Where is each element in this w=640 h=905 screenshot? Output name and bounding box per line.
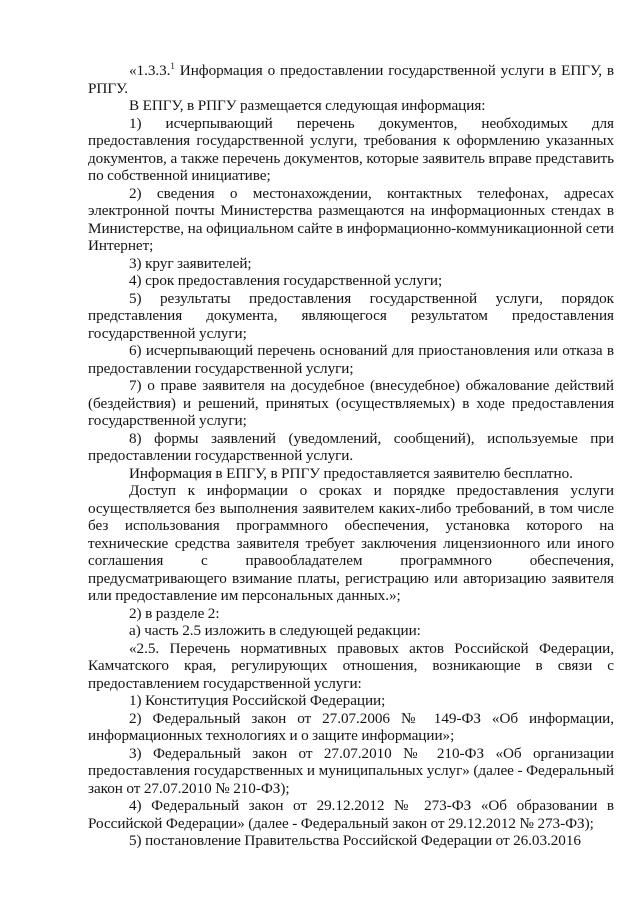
list-item: 3) круг заявителей; [129,254,252,272]
list-item: 2) в разделе 2: [129,604,220,622]
document-page [88,62,614,902]
list-item: 6) исчерпывающий перечень оснований для приостановления или отказа в предоставлении государственной услуги; [88,342,614,377]
paragraph: Доступ к информации о сроках и порядке предоставления услуги осуществляется без выполнения заявителем каких-либо требований, в том числе без использования программного обеспечения, установка которого на технические средства заявителя требует заключения лицензионного или иного соглашения с правообладателем программного обеспечения, предусматривающего взимание платы, регистрацию или авторизацию заявителя или предоставление им персональных данных.»; [88,482,614,604]
list-item: 4) Федеральный закон от 29.12.2012 № 273-ФЗ «Об образовании в Российской Федерации» (далее - Федеральный закон от 29.12.2012 № 273-ФЗ); [88,797,614,832]
list-item: 5) постановление Правительства Российской Федерации от 26.03.2016 [129,832,581,849]
list-item: а) часть 2.5 изложить в следующей редакции: [129,622,421,639]
list-item: 1) Конституция Российской Федерации; [129,692,386,709]
list-item: 7) о праве заявителя на досудебное (внесудебное) обжалование действий (бездействия) и решений, принятых (осуществляемых) в ходе предоставления государственной услуги; [88,377,614,429]
list-item: 8) формы заявлений (уведомлений, сообщений), используемые при предоставлении государственной услуги. [88,429,614,464]
list-item: 5) результаты предоставления государственной услуги, порядок представления документа, являющегося результатом предоставления государственной услуги; [88,289,614,342]
paragraph: «2.5. Перечень нормативных правовых актов Российской Федерации, Камчатского края, регулирующих отношения, возникающие в связи с предоставлением государственной услуги: [88,639,614,692]
list-item: 2) Федеральный закон от 27.07.2006 № 149-ФЗ «Об информации, информационных технологиях и о защите информации»; [88,709,614,744]
list-item: 2) сведения о местонахождении, контактных телефонах, адресах электронной почты Министерства размещаются на информационных стендах в Министерстве, на официальном сайте в информационно-коммуникационной сети Интернет; [88,184,614,254]
paragraph: В ЕПГУ, в РПГУ размещается следующая информация: [129,97,486,114]
list-item: 3) Федеральный закон от 27.07.2010 № 210-ФЗ «Об организации предоставления государственных и муниципальных услуг» (далее - Федеральный закон от 27.07.2010 № 210-ФЗ); [88,744,614,797]
paragraph: Информация в ЕПГУ, в РПГУ предоставляется заявителю бесплатно. [129,464,573,482]
list-item: 1) исчерпывающий перечень документов, необходимых для предоставления государственной услуги, требования к оформлению указанных документов, а также перечень документов, которые заявитель вправе представить по собственной инициативе; [88,114,614,184]
paragraph-section-heading [88,62,614,97]
list-item: 4) срок предоставления государственной услуги; [129,272,443,289]
section-heading-text: Информация о предоставлении государственной услуги в ЕПГУ, в РПГУ. [88,62,614,97]
section-number: «1.3.3. [129,62,171,79]
footnote-marker: 1 [170,62,175,71]
